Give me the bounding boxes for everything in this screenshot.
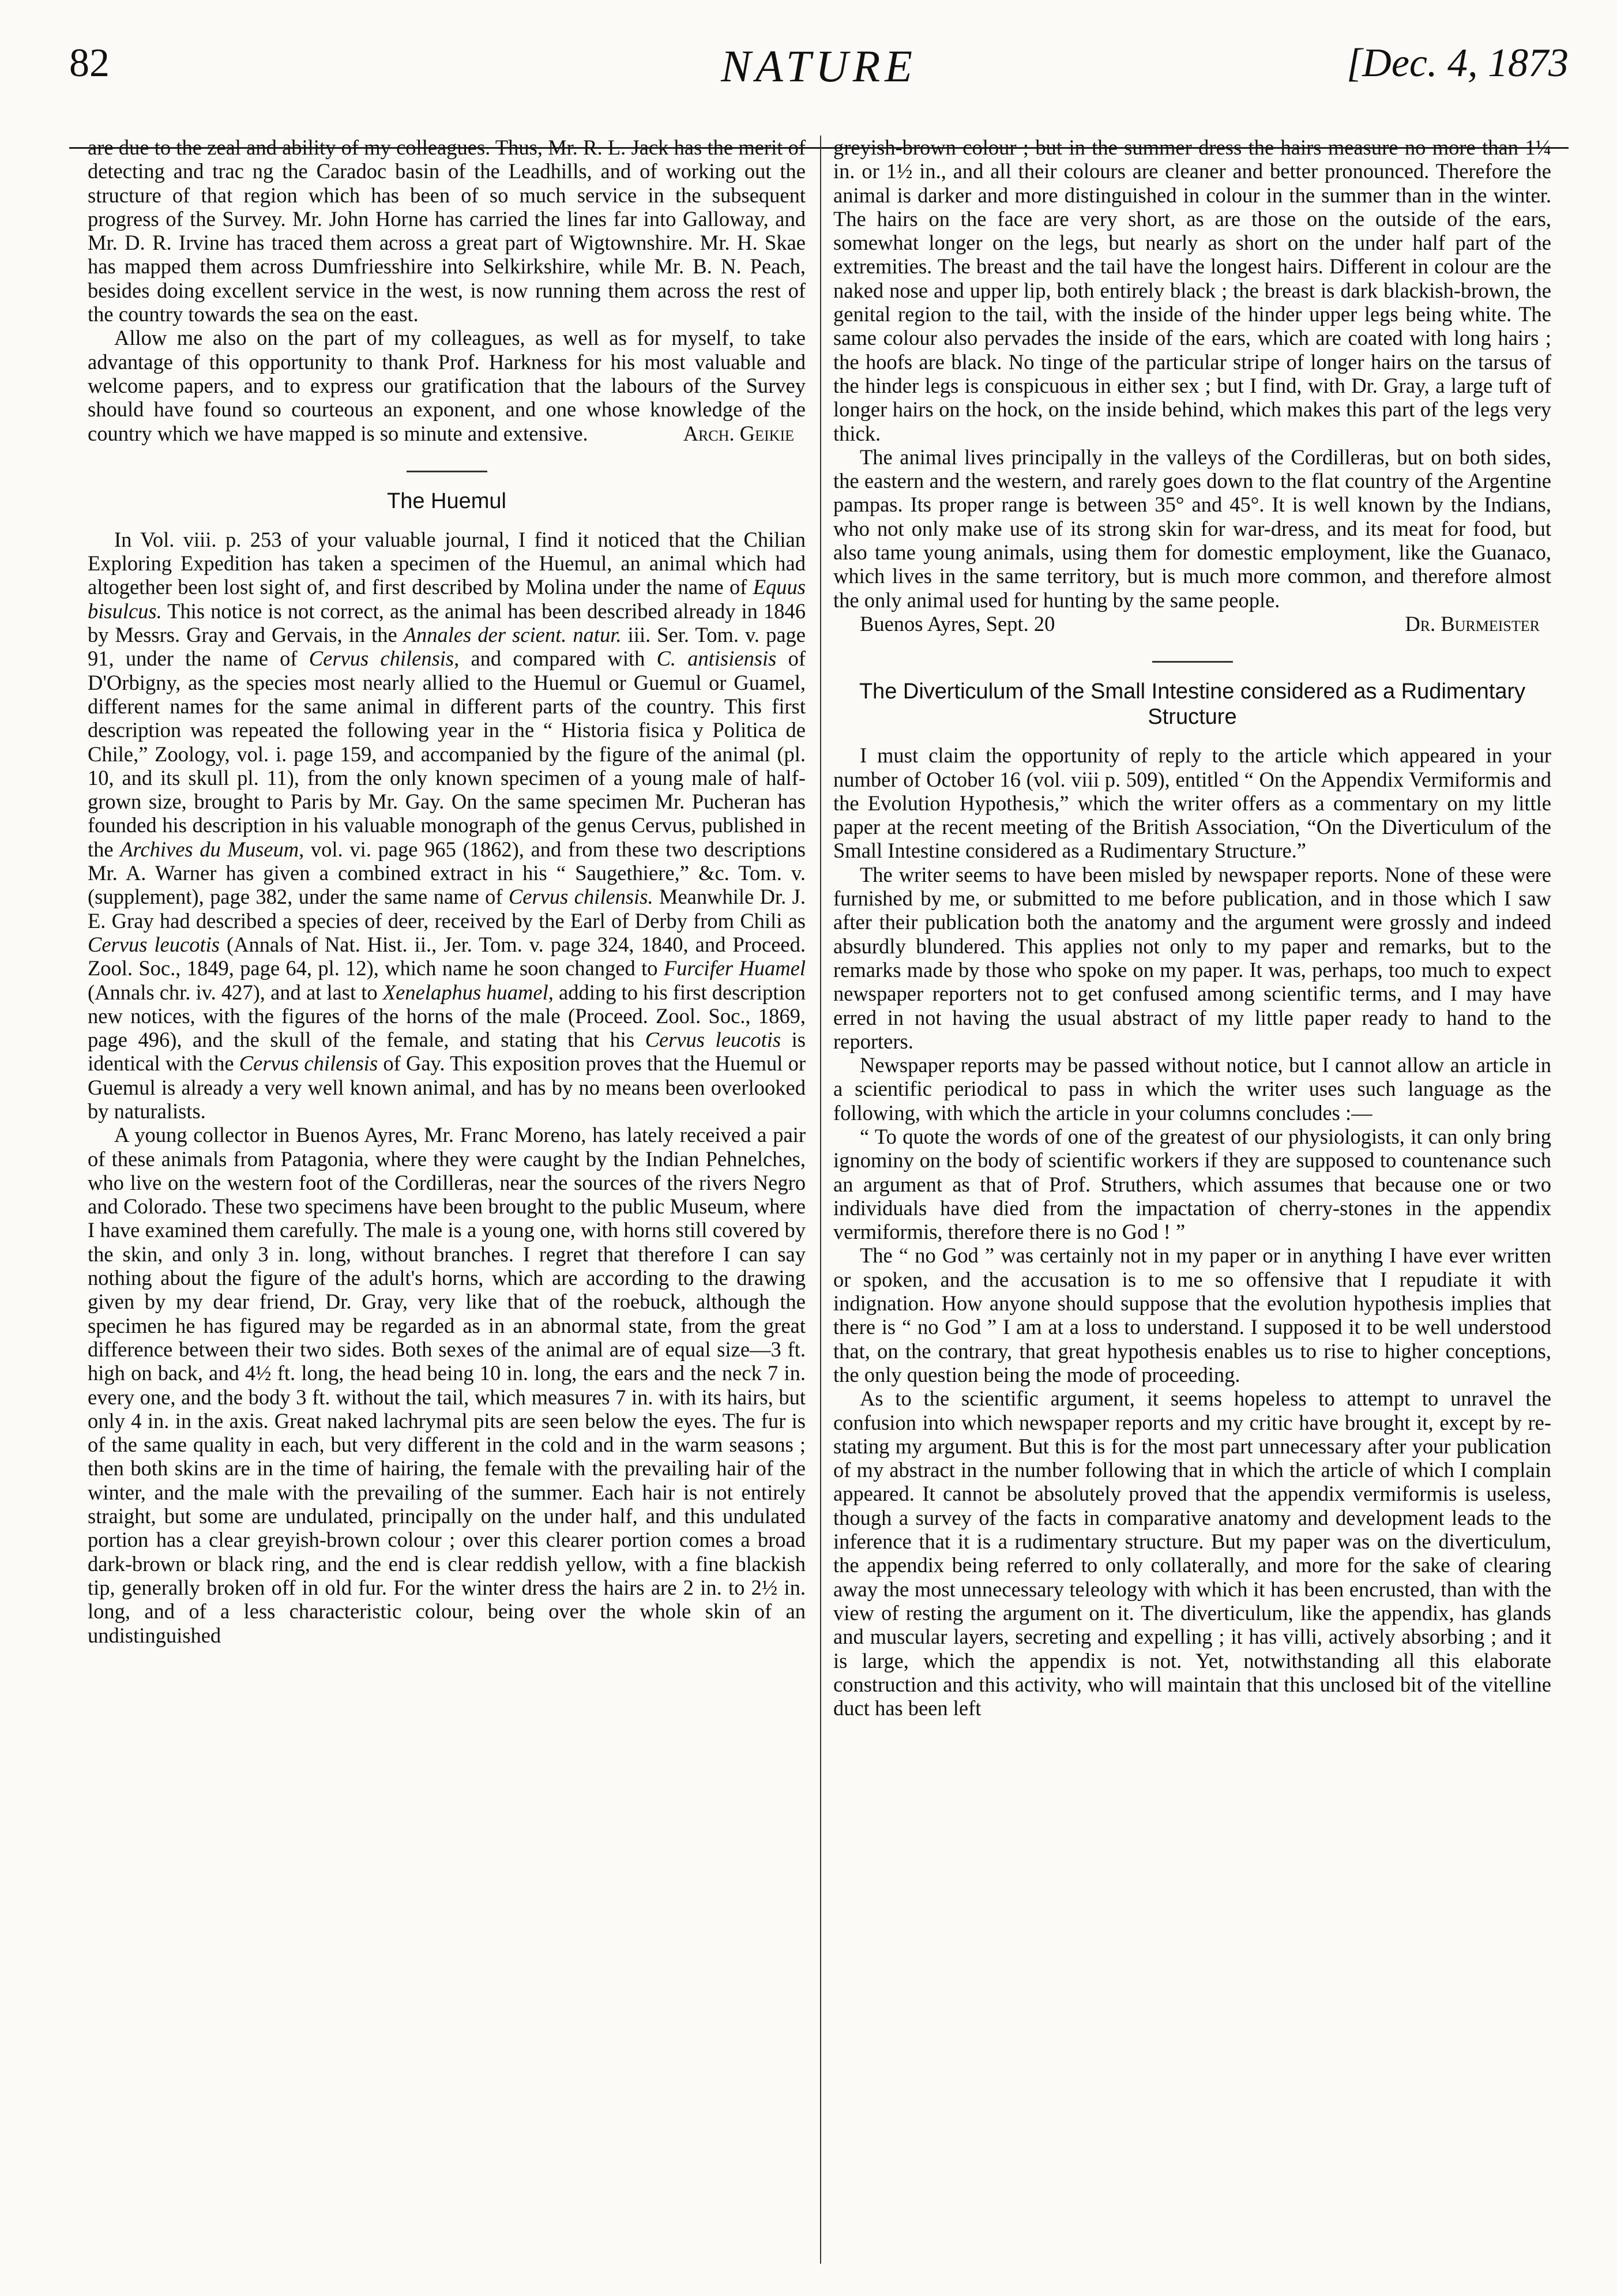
diverticulum-paragraph-5: The “ no God ” was certainly not in my paper or in anything I have ever written or spoken, and the accusation is to me so offensive that I repudiate it with indignation. How anyone should suppose that the evolution hypothesis implies that there is “ no God ” I am at a loss to understand. I supposed it to be well understood that, on the contrary, that great hypothesis enables us to rise to higher conceptions, the only question being the mode of proceeding.	[833, 1243, 1551, 1386]
huemul-place-date: Buenos Ayres, Sept. 20	[860, 611, 1055, 636]
huemul-signature-line	[833, 612, 1551, 636]
huemul-paragraph-3: The animal lives principally in the valleys of the Cordilleras, but on both sides, the eastern and the western, and rarely goes down to the flat country of the Argentine pampas. Its proper range is between 35° and 45°. It is well known by the Indians, who not only make use of its strong skin for war-dress, and its meat for food, but also tame young animals, using them for domestic employment, like the Guanaco, which lives in the same territory, but is much more common, and therefore almost the only animal used for hunting by the same people.	[833, 445, 1551, 612]
journal-title: NATURE	[721, 41, 917, 91]
huemul-paragraph-2-continued: greyish-brown colour ; but in the summer dress the hairs measure no more than 1¼ in. or 1½ in., and all their colours are cleaner and better pronounced. Therefore the animal is darker and more distinguished in colour in the summer than in the winter. The hairs on the face are very short, as are those on the outside of the ears, somewhat longer on the legs, but nearly as short on the under half part of the extremities. The breast and the tail have the longest hairs. Different in colour are the naked nose and upper lip, both entirely black ; the breast is dark blackish-brown, the genital region to the tail, with the inside of the hinder upper legs being white. The same colour also pervades the inside of the ears, which are coated with long hairs ; the hoofs are black. No tinge of the particular stripe of longer hairs on the tarsus of the hinder legs is conspicuous in either sex ; but I find, with Dr. Gray, a large tuft of longer hairs on the hock, on the inside behind, which makes this part of the legs very thick.	[833, 136, 1551, 445]
geikie-paragraph-2: Allow me also on the part of my colleagues, as well as for myself, to take advantage of this opportunity to thank Prof. Harkness for his most valuable and welcome papers, and to express our gratification that the labours of the Survey should have found so courteous an exponent, and one whose knowledge of the country which we have mapped is so minute and extensive. Arch. Geikie	[88, 326, 806, 445]
section-separator	[407, 471, 487, 472]
page-number: 82	[69, 41, 110, 85]
diverticulum-title: The Diverticulum of the Small Intestine considered as a Rudimentary Structure	[859, 679, 1526, 730]
left-column	[88, 136, 806, 1647]
diverticulum-paragraph-2: The writer seems to have been misled by newspaper reports. None of these were furnished by me, or submitted to me before publication, and in those which I saw after their publication both the anatomy and the argument were grossly and indeed absurdly blundered. This applies not only to my paper and remarks, but to the remarks made by those who spoke on my paper. It was, perhaps, too much to expect newspaper reporters not to get confused among scientific terms, and I may have erred in not having the usual abstract of my little paper ready to hand to the reporters.	[833, 862, 1551, 1053]
column-divider	[820, 136, 821, 2264]
diverticulum-paragraph-1: I must claim the opportunity of reply to the article which appeared in your number of October 16 (vol. viii p. 509), entitled “ On the Appendix Vermiformis and the Evolution Hypothesis,” which the writer offers as a commentary on my little paper at the recent meeting of the British Association, “On the Diverticulum of the Small Intestine considered as a Rudimentary Structure.”	[833, 743, 1551, 863]
geikie-signature: Arch. Geikie	[683, 421, 794, 445]
diverticulum-paragraph-3: Newspaper reports may be passed without notice, but I cannot allow an article in a scientific periodical to pass in which the writer uses such language as the following, with which the article in your columns concludes :—	[833, 1053, 1551, 1125]
section-separator	[1152, 661, 1233, 663]
issue-date: [Dec. 4, 1873	[1347, 41, 1569, 85]
huemul-title: The Huemul	[387, 488, 506, 513]
huemul-paragraph-2: A young collector in Buenos Ayres, Mr. Franc Moreno, has lately received a pair of these animals from Patagonia, where they were caught by the Indian Pehnelches, who live on the western foot of the Cordilleras, near the sources of the rivers Negro and Colorado. These two specimens have been brought to the public Museum, where I have examined them carefully. The male is a young one, with horns still covered by the skin, and only 3 in. long, without branches. I regret that therefore I can say nothing about the figure of the adult's horns, which are according to the drawing given by my dear friend, Dr. Gray, very like that of the roebuck, although the specimen he has figured may be regarded as in an abnormal state, from the great difference between their two sides. Both sexes of the animal are of equal size—3 ft. high on back, and 4½ ft. long, the head being 10 in. long, the ears and the neck 7 in. every one, and the body 3 ft. without the tail, which measures 7 in. with its hairs, but only 4 in. in the axis. Great naked lachrymal pits are seen below the eyes. The fur is of the same quality in each, but very different in the cold and in the warm seasons ; then both skins are in the time of hairing, the female with the prevailing hair of the winter, and the male with the prevailing of the summer. Each hair is not entirely straight, but some are undulated, principally on the under half, and this undulated portion has a clear greyish-brown colour ; over this clearer portion comes a broad dark-brown or black ring, and the end is clear reddish yellow, with a fine blackish tip, generally broken off in old fur. For the winter dress the hairs are 2 in. to 2½ in. long, and of a less characteristic colour, being over the whole skin of an undistinguished	[88, 1123, 806, 1647]
page-header	[69, 40, 1569, 133]
diverticulum-paragraph-6: As to the scientific argument, it seems hopeless to attempt to unravel the confusion into which newspaper reports and my critic have brought it, except by re-stating my argument. But this is for the most part unnecessary after your publication of my abstract in the number following that in which the article of which I complain appeared. It cannot be absolutely proved that the appendix vermiformis is useless, though a survey of the facts in comparative anatomy and development leads to the inference that it is a rudimentary structure. But my paper was on the diverticulum, the appendix being referred to only collaterally, and more for the sake of clearing away the most unnecessary teleology with which it has been encrusted, than with the view of resting the argument on it. The diverticulum, like the appendix, has glands and muscular layers, secreting and expelling ; it has villi, actively absorbing ; and it is large, which the appendix is not. Yet, notwithstanding all this elaborate construction and this activity, who will maintain that this unclosed bit of the vitelline duct has been left	[833, 1386, 1551, 1720]
geikie-paragraph-1: are due to the zeal and ability of my colleagues. Thus, Mr. R. L. Jack has the merit of detecting and trac ng the Caradoc basin of the Leadhills, and of working out the structure of that region which has been of so much service in the subsequent progress of the Survey. Mr. John Horne has carried the lines far into Galloway, and Mr. D. R. Irvine has traced them across a great part of Wigtownshire. Mr. H. Skae has mapped them across Dumfriesshire into Selkirkshire, while Mr. B. N. Peach, besides doing excellent service in the west, is now running them across the rest of the country towards the sea on the east.	[88, 136, 806, 326]
diverticulum-quote: “ To quote the words of one of the greatest of our physiologists, it can only bring ignominy on the body of scientific workers if they are supposed to countenance such an argument as that of Prof. Struthers, which assumes that because one or two individuals have died from the impactation of cherry-stones in the appendix vermiformis, therefore there is no God ! ”	[833, 1124, 1551, 1244]
right-column	[833, 136, 1551, 1720]
huemul-paragraph-1: In Vol. viii. p. 253 of your valuable journal, I find it noticed that the Chilian Exploring Expedition has taken a specimen of the Huemul, an animal which had altogether been lost sight of, and first described by Molina under the name of Equus bisulcus. This notice is not correct, as the animal has been described already in 1846 by Messrs. Gray and Gervais, in the Annales der scient. natur. iii. Ser. Tom. v. page 91, under the name of Cervus chilensis, and compared with C. antisiensis of D'Orbigny, as the species most nearly allied to the Huemul or Guemul or Guamel, different names for the same animal in different parts of the country. This first description was repeated the following year in the “ Historia fisica y Politica de Chile,” Zoology, vol. i. page 159, and accompanied by the figure of the animal (pl. 10, and its skull pl. 11), from the only known specimen of a young male of half-grown size, brought to Paris by Mr. Gay. On the same specimen Mr. Pucheran has founded his description in his valuable monograph of the genus Cervus, published in the Archives du Museum, vol. vi. page 965 (1862), and from these two descriptions Mr. A. Warner has given a combined extract in his “ Saugethiere,” &c. Tom. v. (supplement), page 382, under the same name of Cervus chilensis. Meanwhile Dr. J. E. Gray had described a species of deer, received by the Earl of Derby from Chili as Cervus leucotis (Annals of Nat. Hist. ii., Jer. Tom. v. page 324, 1840, and Proceed. Zool. Soc., 1849, page 64, pl. 12), which name he soon changed to Furcifer Huamel (Annals chr. iv. 427), and at last to Xenelaphus huamel, adding to his first description new notices, with the figures of the horns of the male (Proceed. Zool. Soc., 1869, page 496), and the skull of the female, and stating that his Cervus leucotis is identical with the Cervus chilensis of Gay. This exposition proves that the Huemul or Guemul is already a very well known animal, and has by no means been overlooked by naturalists.	[88, 527, 806, 1123]
huemul-signature: Dr. Burmeister	[1405, 611, 1540, 636]
